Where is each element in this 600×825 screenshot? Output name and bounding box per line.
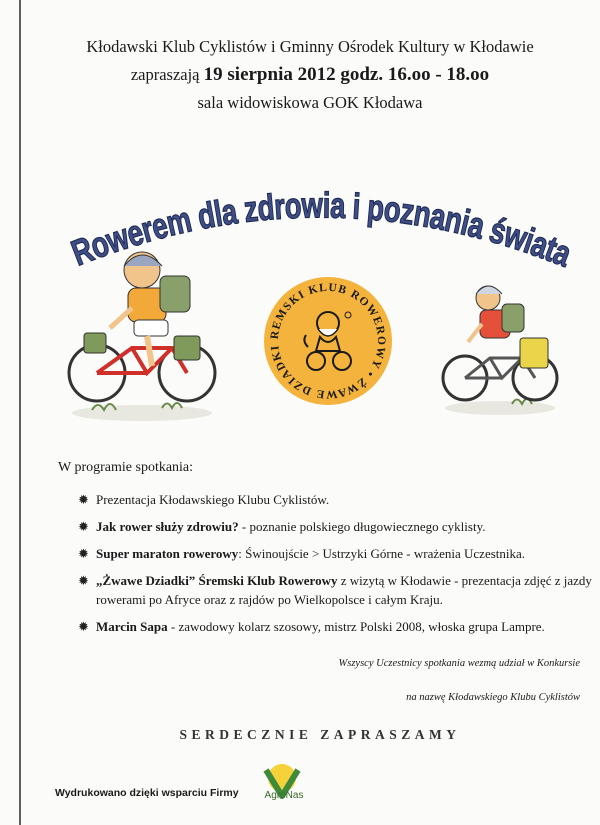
poster-title-path: Rowerem dla zdrowia i poznania świata xyxy=(65,184,582,277)
program-item-text: Prezentacja Kłodawskiego Klubu Cyklistów. xyxy=(96,492,330,507)
program-item xyxy=(78,517,598,536)
cyclist-right-illustration xyxy=(440,280,560,420)
program-item-bold: Jak rower służy zdrowiu? xyxy=(96,519,239,534)
flower-bullet-icon: ✹ xyxy=(78,519,89,534)
contest-note-line1: Wszyscy Uczestnicy spotkania wezmą udział w Konkursie xyxy=(338,658,580,669)
club-badge-ring-path: REMSKI KLUB ROWEROWY • ŻWAWE DZIADKI xyxy=(268,281,388,401)
program-item xyxy=(78,544,598,563)
flower-bullet-icon: ✹ xyxy=(78,492,89,507)
club-badge-svg xyxy=(262,275,394,407)
program-item-text: - zawodowy kolarz szosowy, mistrz Polski 2008, włoska grupa Lampre. xyxy=(167,619,545,634)
flower-bullet-icon: ✹ xyxy=(78,619,89,634)
flower-bullet-icon: ✹ xyxy=(78,573,89,588)
flower-bullet-icon: ✹ xyxy=(78,546,89,561)
header-date-prefix: zapraszają xyxy=(130,65,204,84)
header-organizers: Kłodawski Klub Cyklistów i Gminny Ośrodek Kultury w Kłodawie xyxy=(86,37,534,56)
header-date-value: 19 sierpnia 2012 godz. 16.oo - 18.oo xyxy=(203,64,490,85)
club-badge xyxy=(262,275,394,407)
program-heading: W programie spotkania: xyxy=(58,460,194,475)
closing-greeting: SERDECZNIE ZAPRASZAMY xyxy=(179,727,461,742)
agronas-logo-text: AgroNas xyxy=(264,790,304,801)
program-item-bold: Marcin Sapa xyxy=(96,619,168,634)
page-edge-line xyxy=(19,0,21,825)
program-item xyxy=(78,571,598,609)
program-item-text: z wizytą w Kłodawie - prezentacja zdjęć z jazdy rowerami po Afryce oraz z rajdów po Wielkopolsce i całym Kraju. xyxy=(96,573,592,607)
header-date xyxy=(40,61,580,89)
agronas-logo-icon xyxy=(252,760,312,810)
program-item-bold: Super maraton rowerowy xyxy=(96,546,239,561)
header xyxy=(40,33,580,117)
program-item xyxy=(78,617,598,636)
program-item-text: - poznanie polskiego długowiecznego cyklisty. xyxy=(238,519,486,534)
contest-note-line2: na nazwę Kłodawskiego Klubu Cyklistów xyxy=(406,692,580,703)
program-item xyxy=(78,490,598,509)
program-list xyxy=(78,490,598,644)
sponsor-label: Wydrukowano dzięki wsparciu Firmy xyxy=(55,787,239,799)
cyclist-left-illustration xyxy=(62,248,222,428)
program-item-bold: „Żwawe Dziadki” Śremski Klub Rowerowy xyxy=(96,573,338,588)
program-item-text: : Świnoujście > Ustrzyki Górne - wrażenia Uczestnika. xyxy=(238,546,526,561)
header-venue: sala widowiskowa GOK Kłodawa xyxy=(197,93,423,112)
